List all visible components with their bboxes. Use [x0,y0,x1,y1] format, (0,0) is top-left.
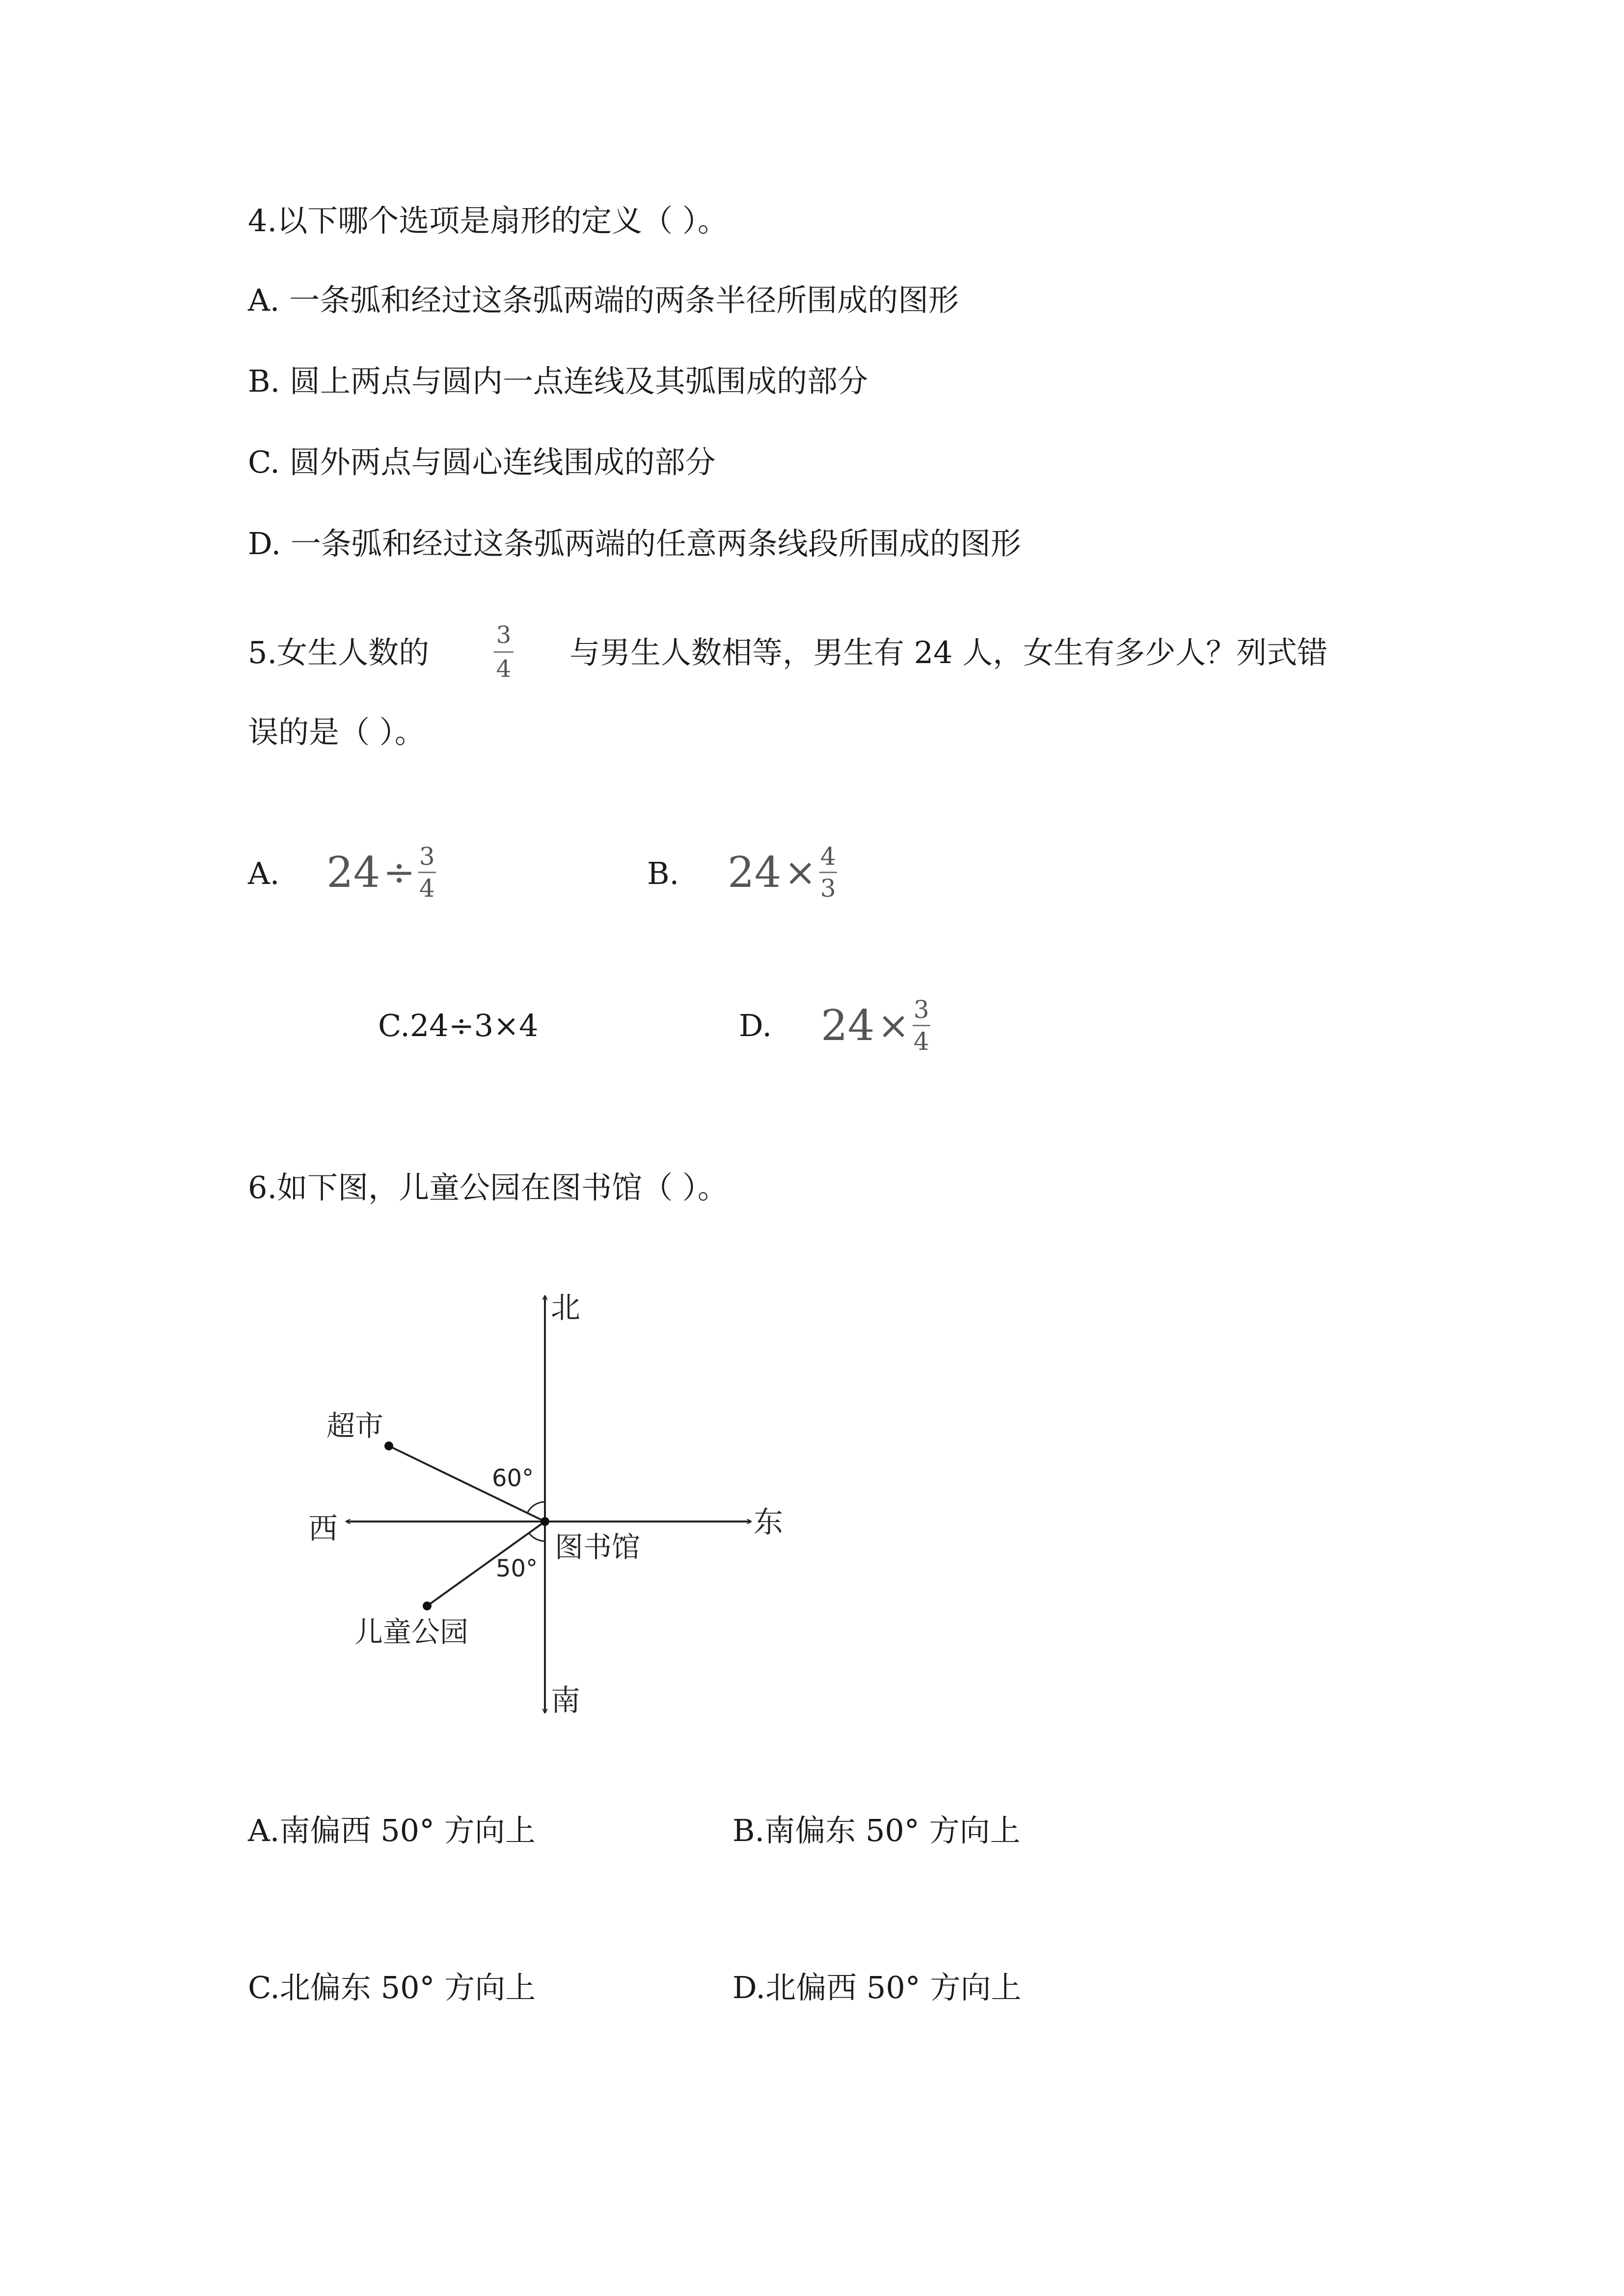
q6-option-a[interactable]: A.南偏西 50° 方向上 [248,1813,536,1848]
expr-whole: 24 [821,1001,875,1050]
q6-stem: 6.如下图，儿童公园在图书馆（ ）。 [248,1170,728,1205]
expr-whole: 24 [728,848,782,897]
angle-label-60: 60° [492,1465,534,1492]
q5-option-d-label[interactable]: D. [739,1008,772,1043]
north-label: 北 [551,1291,580,1325]
q6-option-b[interactable]: B.南偏东 50° 方向上 [732,1813,1021,1848]
park-point [423,1602,432,1610]
center-label: 图书馆 [555,1530,641,1564]
park-label: 儿童公园 [354,1615,469,1649]
fraction-denominator: 3 [820,874,836,903]
q5-option-a-label[interactable]: A. [248,855,280,891]
supermarket-label: 超市 [326,1409,384,1442]
q4-stem: 4.以下哪个选项是扇形的定义（ ）。 [248,203,728,239]
q4-option-d[interactable]: D. 一条弧和经过这条弧两端的任意两条线段所围成的图形 [248,526,1021,561]
angle-arc-60 [527,1502,545,1513]
fraction-denominator: 4 [913,1027,929,1056]
east-label: 东 [754,1505,783,1540]
fraction-numerator: 4 [820,842,836,871]
expr-operator: × [877,1003,910,1048]
q4-option-a[interactable]: A. 一条弧和经过这条弧两端的两条半径所围成的图形 [248,282,959,318]
q5-option-b-label[interactable]: B. [647,855,679,891]
q4-option-b[interactable]: B. 圆上两点与圆内一点连线及其弧围成的部分 [248,363,868,399]
q5-option-c[interactable]: C.24÷3×4 [378,1008,539,1043]
expr-operator: × [784,850,816,895]
fraction-denominator: 4 [419,874,435,903]
q4-option-c[interactable]: C. 圆外两点与圆心连线围成的部分 [248,444,716,480]
fraction-numerator: 3 [496,621,512,649]
angle-label-50: 50° [496,1555,538,1582]
south-label: 南 [551,1683,580,1718]
fraction-denominator: 4 [496,655,512,683]
fraction-numerator: 3 [419,842,435,871]
west-label: 西 [308,1512,338,1546]
q6-option-d[interactable]: D.北偏西 50° 方向上 [732,1970,1022,2005]
expr-operator: ÷ [383,850,415,895]
q6-option-c[interactable]: C.北偏东 50° 方向上 [248,1970,536,2005]
center-point [541,1517,549,1526]
fraction-numerator: 3 [913,995,929,1024]
q5-stem-prefix: 5.女生人数的 [248,635,430,670]
expr-whole: 24 [326,848,380,897]
angle-arc-50 [529,1533,545,1541]
q5-stem-suffix: 与男生人数相等，男生有 24 人，女生有多少人？列式错 [569,635,1328,670]
q5-stem-line2: 误的是（ ）。 [248,714,425,750]
supermarket-point [384,1442,393,1450]
